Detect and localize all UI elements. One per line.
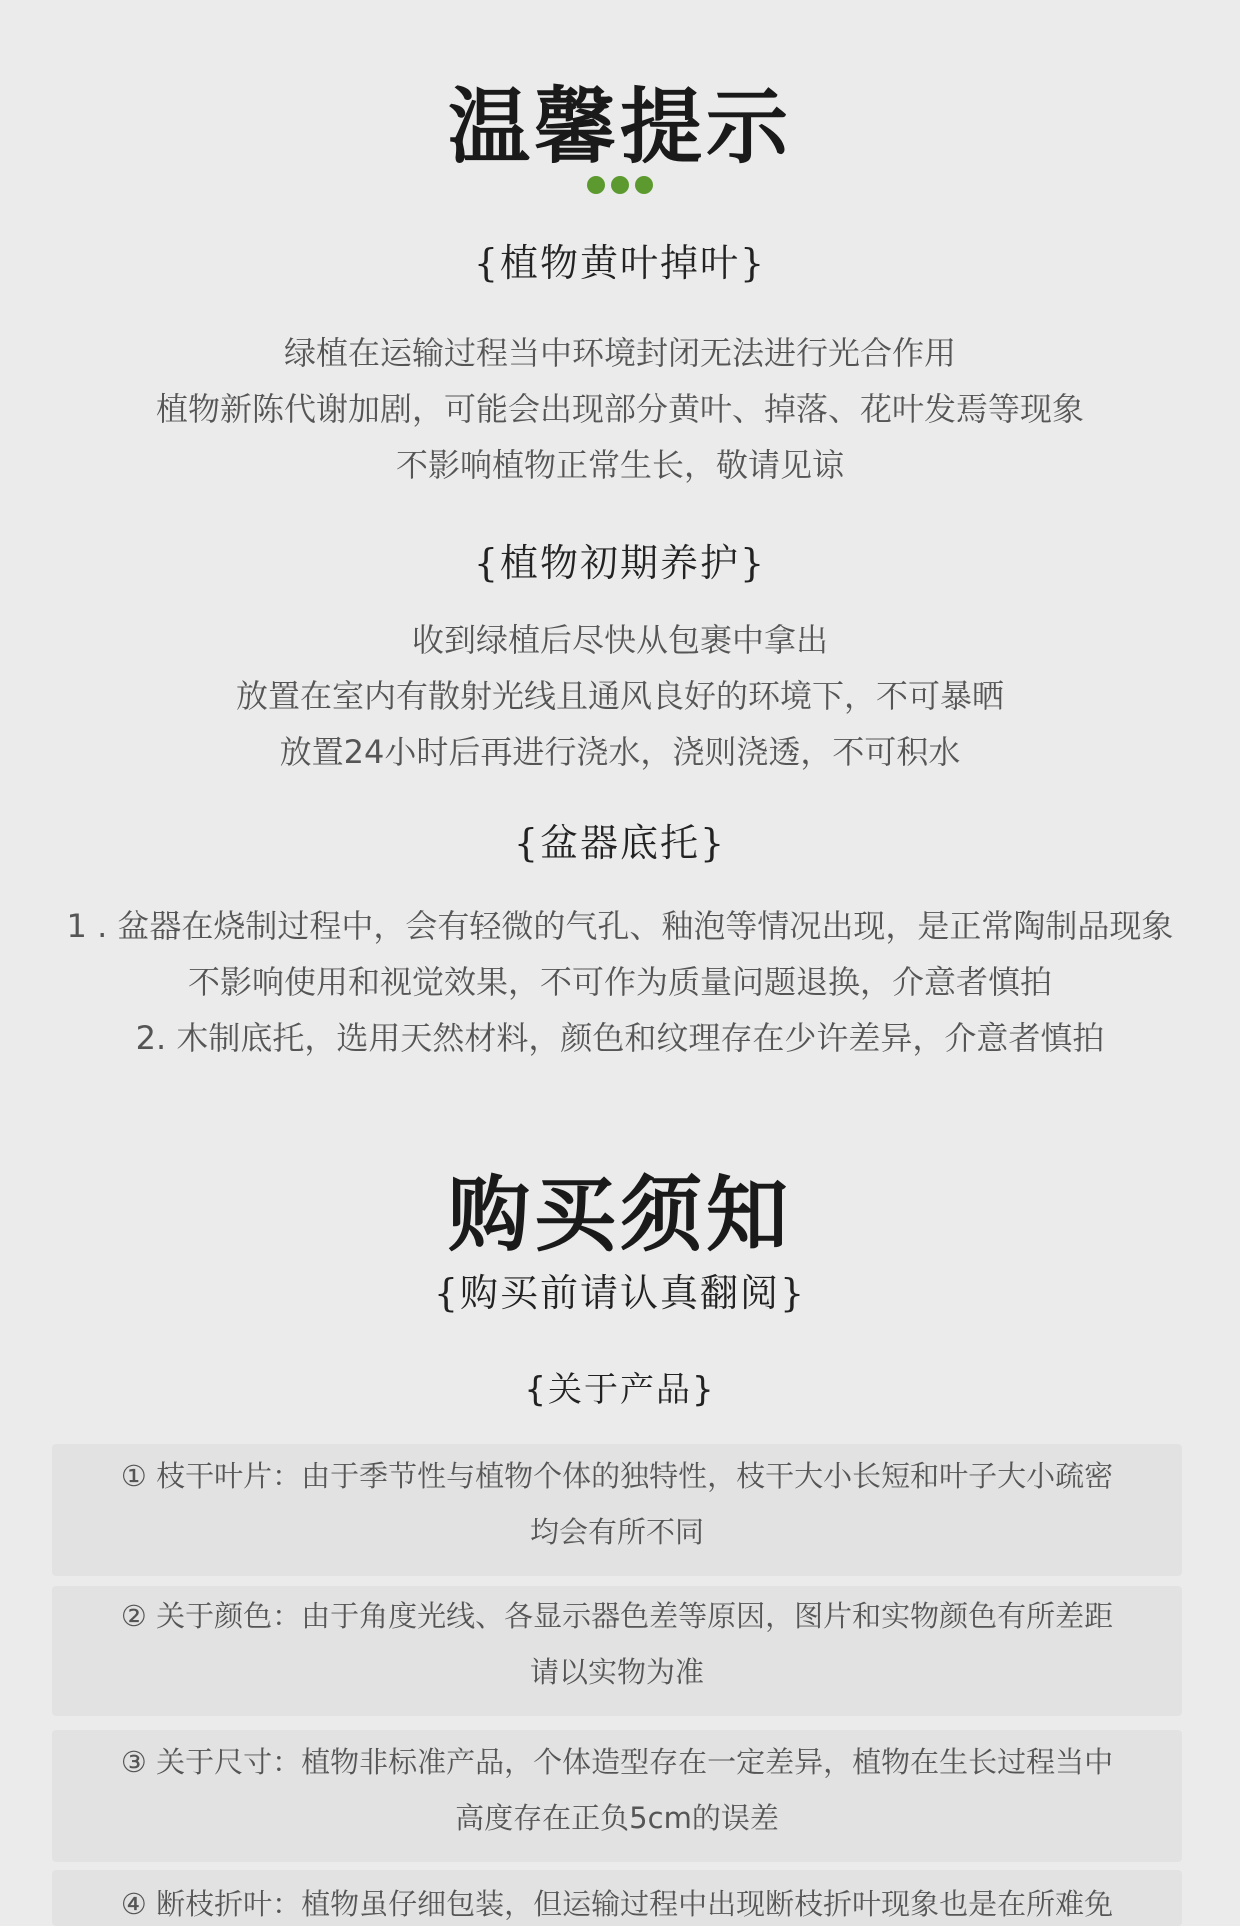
text-line: 均会有所不同 <box>529 1515 704 1549</box>
text-line: 植物新陈代谢加剧，可能会出现部分黄叶、掉落、花叶发焉等现象 <box>155 390 1084 428</box>
section-body-pot-tray <box>0 898 1240 1066</box>
notice-card-broken-branches <box>52 1870 1182 1926</box>
purchase-subtitle: {购买前请认真翻阅} <box>433 1271 807 1315</box>
text-line: 放置24小时后再进行浇水，浇则浇透，不可积水 <box>279 733 961 771</box>
text-line: ① 枝干叶片：由于季节性与植物个体的独特性，枝干大小长短和叶子大小疏密 <box>120 1459 1114 1493</box>
text-line: 2. 木制底托，选用天然材料，颜色和纹理存在少许差异，介意者慎拍 <box>135 1019 1105 1057</box>
decorative-dots <box>0 176 1240 198</box>
dot-icon <box>635 176 653 194</box>
notice-card-size <box>52 1730 1182 1862</box>
text-line: 高度存在正负5cm的误差 <box>455 1801 779 1835</box>
product-heading: {关于产品} <box>524 1370 716 1410</box>
dot-icon <box>611 176 629 194</box>
text-line: 1 . 盆器在烧制过程中，会有轻微的气孔、釉泡等情况出现，是正常陶制品现象 <box>66 907 1174 945</box>
section-heading-pot-tray: {盆器底托} <box>513 821 727 865</box>
text-line: 绿植在运输过程当中环境封闭无法进行光合作用 <box>283 334 956 372</box>
notice-card-branches <box>52 1444 1182 1576</box>
section-body-initial-care <box>0 612 1240 780</box>
section-heading-yellow-leaves: {植物黄叶掉叶} <box>473 241 767 285</box>
notice-card-color <box>52 1586 1182 1716</box>
text-line: 收到绿植后尽快从包裹中拿出 <box>411 621 828 659</box>
section-heading-initial-care: {植物初期养护} <box>473 541 767 585</box>
text-line: 请以实物为准 <box>529 1655 704 1689</box>
text-line: ④ 断枝折叶：植物虽仔细包装，但运输过程中出现断枝折叶现象也是在所难免 <box>120 1887 1114 1921</box>
text-line: ② 关于颜色：由于角度光线、各显示器色差等原因，图片和实物颜色有所差距 <box>120 1599 1114 1633</box>
text-line: 不影响使用和视觉效果，不可作为质量问题退换，介意者慎拍 <box>187 963 1052 1001</box>
text-line: 不影响植物正常生长，敬请见谅 <box>395 446 844 484</box>
dot-icon <box>587 176 605 194</box>
section-body-yellow-leaves <box>0 325 1240 493</box>
tips-title: 温馨提示 <box>447 79 792 175</box>
purchase-title: 购买须知 <box>447 1167 792 1263</box>
text-line: 放置在室内有散射光线且通风良好的环境下，不可暴晒 <box>235 677 1004 715</box>
text-line: ③ 关于尺寸：植物非标准产品，个体造型存在一定差异，植物在生长过程当中 <box>120 1745 1114 1779</box>
